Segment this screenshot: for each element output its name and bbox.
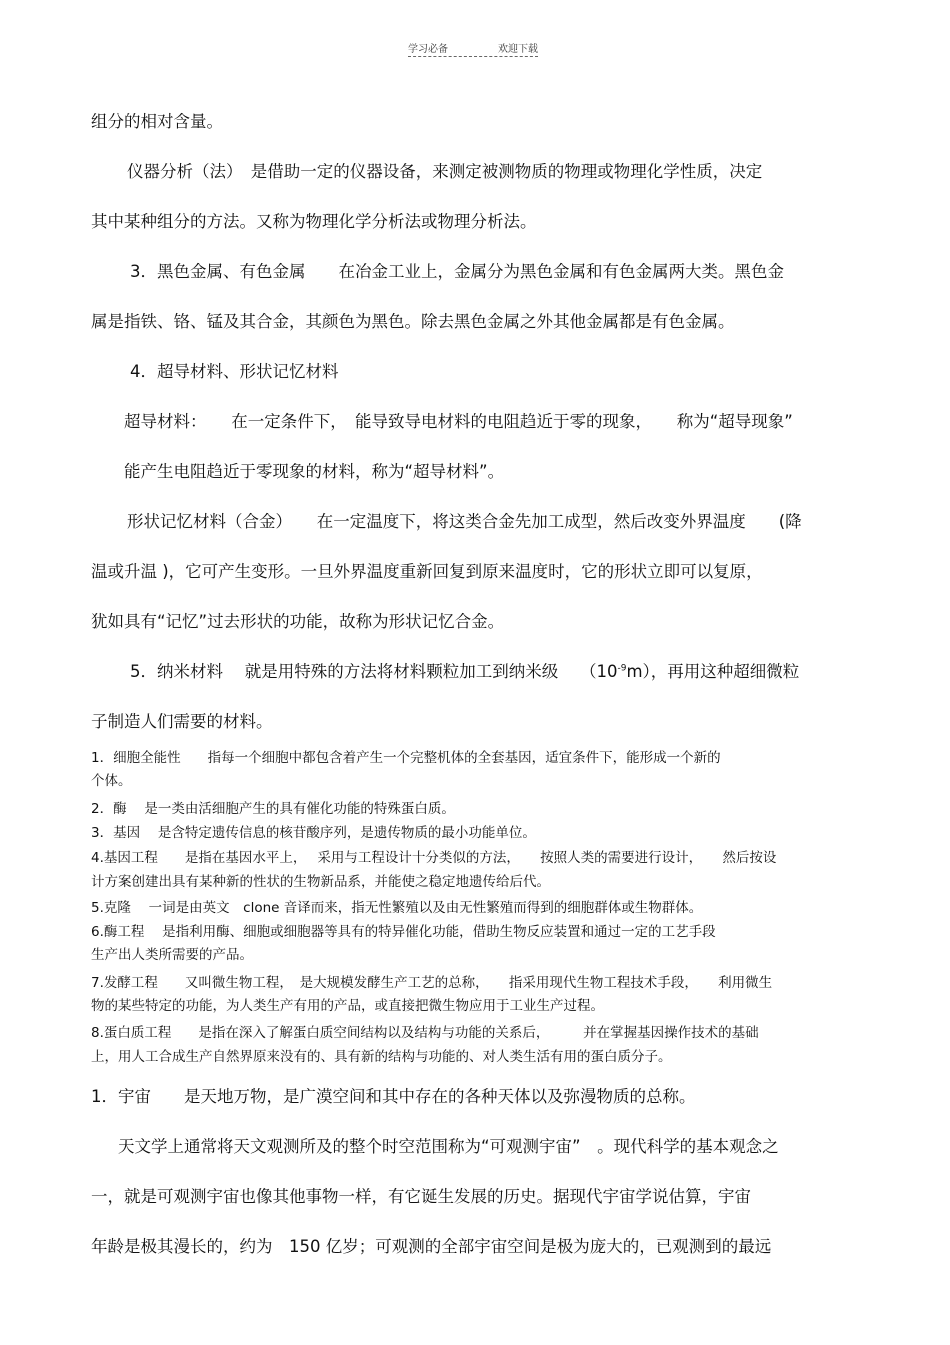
text-line: 3．基因 是含特定遗传信息的核苷酸序列，是遗传物质的最小功能单位。 [91,825,536,841]
text-line: 形状记忆材料（合金） 在一定温度下，将这类合金先加工成型，然后改变外界温度 (降 [127,512,802,531]
text-line: 年龄是极其漫长的，约为 150 亿岁；可观测的全部宇宙空间是极为庞大的，已观测到的最远 [91,1237,772,1256]
text-line: 一，就是可观测宇宙也像其他事物一样，有它诞生发展的历史。据现代宇宙学说估算，宇宙 [91,1187,751,1206]
text-line: 犹如具有“记忆”过去形状的功能，故称为形状记忆合金。 [91,612,505,631]
text-line: 天文学上通常将天文观测所及的整个时空范围称为“可观测宇宙” 。现代科学的基本观念之 [118,1137,779,1156]
text-line: 4．超导材料、形状记忆材料 [130,362,339,381]
text-line: 仪器分析（法） 是借助一定的仪器设备，来测定被测物质的物理或物理化学性质，决定 [127,162,763,181]
text-line: 物的某些特定的功能，为人类生产有用的产品，或直接把微生物应用于工业生产过程。 [91,998,604,1014]
text-line: 计方案创建出具有某种新的性状的生物新品系，并能使之稳定地遗传给后代。 [91,874,550,890]
header-right-text: 欢迎下载 [498,44,538,55]
header-left-text: 学习必备 [408,44,448,55]
text-line: 7.发酵工程 又叫微生物工程， 是大规模发酵生产工艺的总称， 指采用现代生物工程技术手段， 利用微生 [91,975,773,991]
text-line: 4.基因工程 是指在基因水平上， 采用与工程设计十分类似的方法， 按照人类的需要进行设计， 然后按设 [91,850,777,866]
text-line: 5.克隆 一词是由英文 clone 音译而来，指无性繁殖以及由无性繁殖而得到的细胞群体或生物群体。 [91,900,703,916]
text-line: 其中某种组分的方法。又称为物理化学分析法或物理分析法。 [91,212,537,231]
text-line: 上，用人工合成生产自然界原来没有的、具有新的结构与功能的、对人类生活有用的蛋白质分子。 [91,1049,672,1065]
text-line: 1．细胞全能性 指每一个细胞中都包含着产生一个完整机体的全套基因，适宜条件下，能形成一个新的 [91,750,721,766]
nano-text-part: 5．纳米材料 就是用特殊的方法将材料颗粒加工到纳米级 （10 [130,662,618,681]
text-line: 6.酶工程 是指利用酶、细胞或细胞器等具有的特异催化功能，借助生物反应装置和通过一定的工艺手段 [91,924,716,940]
text-line: 生产出人类所需要的产品。 [91,947,253,963]
header-dashed-rule [408,56,538,57]
text-line: 子制造人们需要的材料。 [91,712,273,731]
text-line: 个体。 [91,773,132,789]
page-header [408,40,538,55]
text-line: 能产生电阻趋近于零现象的材料，称为“超导材料”。 [124,462,505,481]
text-line: 属是指铁、铬、锰及其合金，其颜色为黑色。除去黑色金属之外其他金属都是有色金属。 [91,312,735,331]
text-line: 2．酶 是一类由活细胞产生的具有催化功能的特殊蛋白质。 [91,801,455,817]
text-line [130,658,799,682]
text-line: 温或升温 )，它可产生变形。一旦外界温度重新回复到原来温度时，它的形状立即可以复原， [91,562,763,581]
nano-exponent: -9 [617,663,627,674]
text-line: 超导材料： 在一定条件下， 能导致导电材料的电阻趋近于零的现象， 称为“超导现象” [124,412,793,431]
text-line: 3．黑色金属、有色金属 在冶金工业上，金属分为黑色金属和有色金属两大类。黑色金 [130,262,784,281]
nano-text-part: m），再用这种超细微粒 [626,662,800,681]
text-line: 1．宇宙 是天地万物，是广漠空间和其中存在的各种天体以及弥漫物质的总称。 [91,1087,696,1106]
text-line: 8.蛋白质工程 是指在深入了解蛋白质空间结构以及结构与功能的关系后， 并在掌握基因操作技术的基础 [91,1025,759,1041]
text-line: 组分的相对含量。 [91,112,223,131]
